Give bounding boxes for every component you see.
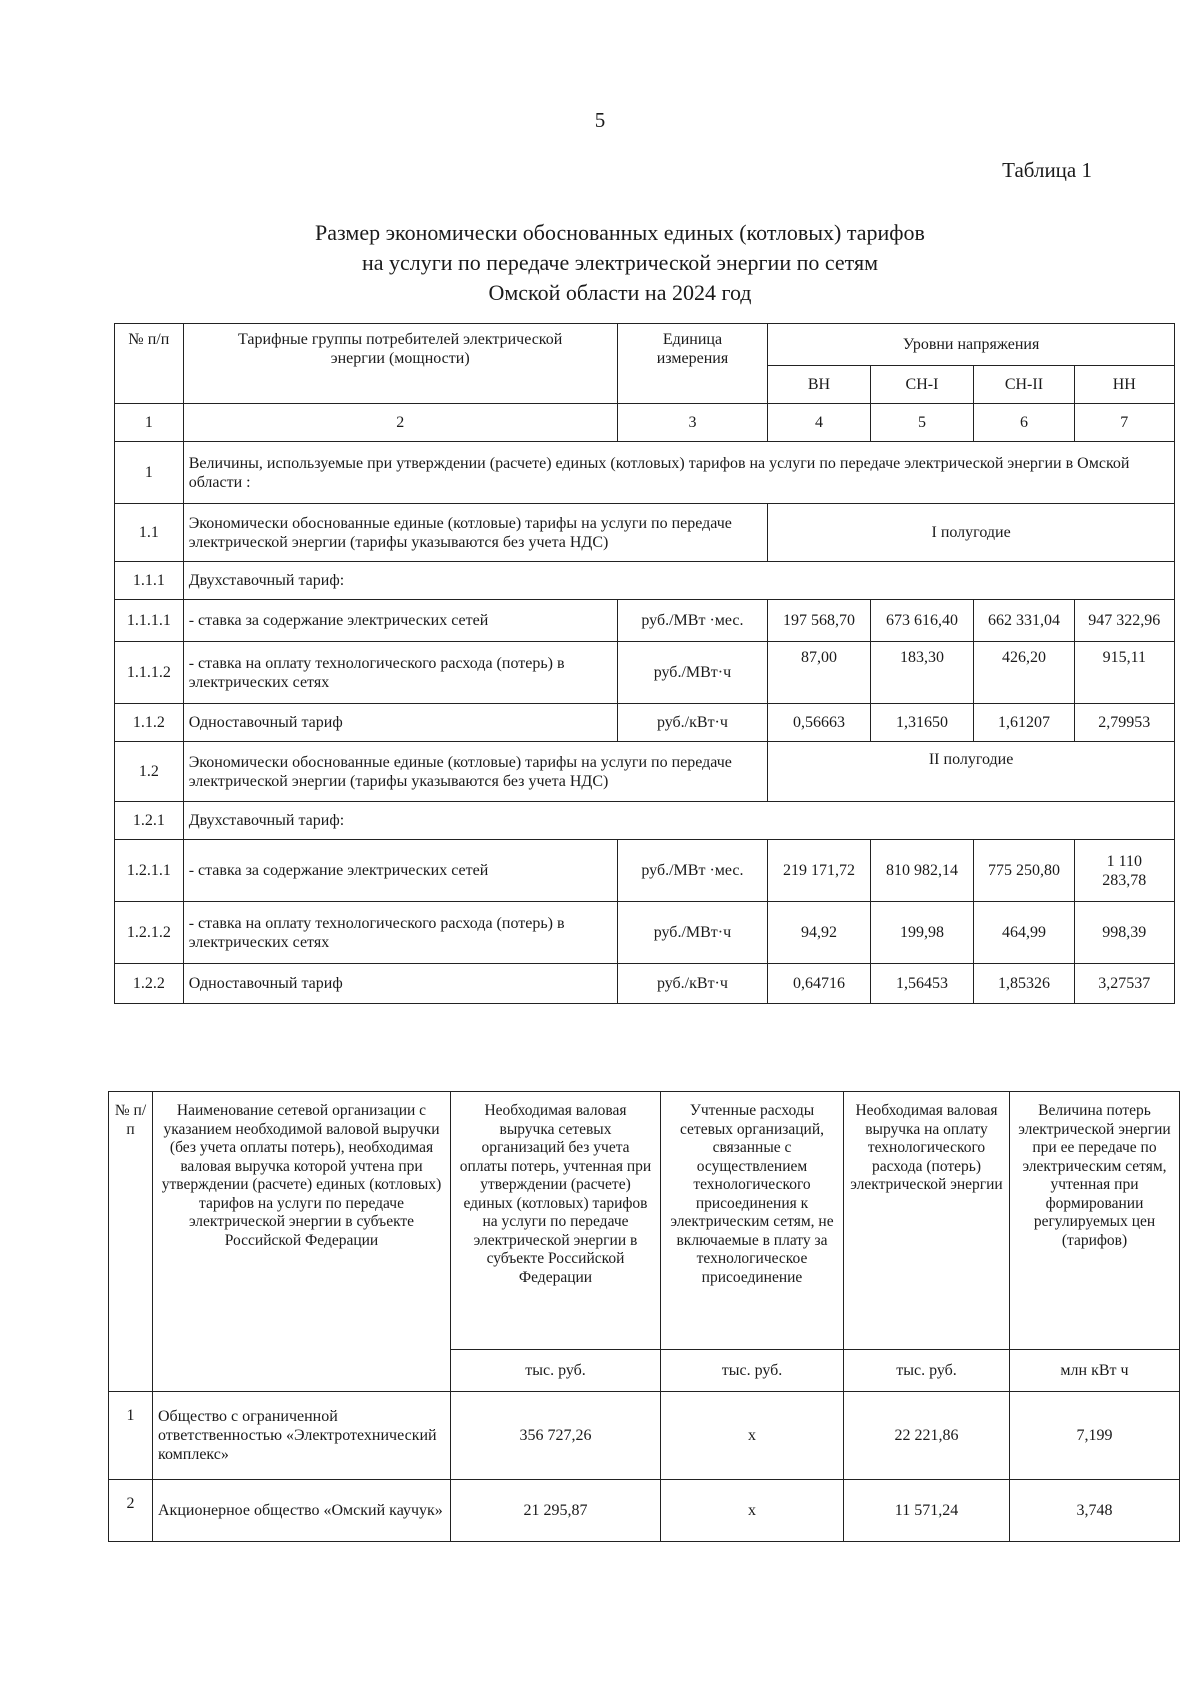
row-num: 1.1.1 [115,562,184,600]
org-nvv: 21 295,87 [451,1480,661,1542]
value-sn2: 426,20 [974,642,1074,704]
col-number: 3 [617,404,767,442]
value-nn: 915,11 [1074,642,1174,704]
page-number: 5 [594,108,606,132]
col-number: 7 [1074,404,1174,442]
row-unit: руб./кВт·ч [617,704,767,742]
value-vn: 219 171,72 [768,840,871,902]
unit-losses-volume: млн кВт ч [1010,1350,1180,1392]
title-line-2: на услуги по передаче электрической энергии по сетям [361,250,879,275]
row-1 [115,442,1175,504]
value-sn2: 1,61207 [974,704,1074,742]
org-losses-volume: 7,199 [1010,1392,1180,1480]
col-number: 1 [115,404,184,442]
org-row-1 [109,1392,1180,1480]
row-num: 1.2.2 [115,964,184,1004]
value-vn: 94,92 [768,902,871,964]
row-num: 1.2.1.1 [115,840,184,902]
row-text: Двухставочный тариф: [183,562,1174,600]
header-unit: Единица измерения [617,324,767,404]
header-group: Тарифные группы потребителей электрической энергии (мощности) [183,324,617,404]
network-organizations-table [108,1091,1180,1542]
row-text: Экономически обоснованные единые (котловые) тарифы на услуги по передаче электрической энергии (тарифы указываются без учета НДС) [183,504,768,562]
row-text: Одноставочный тариф [183,704,617,742]
value-sn1: 673 616,40 [870,600,974,642]
row-text: - ставка за содержание электрических сетей [183,600,617,642]
row-1-1-1-2 [115,642,1175,704]
row-text: - ставка на оплату технологического расхода (потерь) в электрических сетях [183,902,617,964]
org-expenses: х [661,1392,844,1480]
row-unit: руб./МВт ·мес. [617,840,767,902]
row-1-1-1 [115,562,1175,600]
org-losses-volume: 3,748 [1010,1480,1180,1542]
row-text: - ставка за содержание электрических сетей [183,840,617,902]
value-vn: 0,56663 [768,704,871,742]
value-vn: 0,64716 [768,964,871,1004]
row-1-1-2 [115,704,1175,742]
value-nn: 998,39 [1074,902,1174,964]
org-header-losses-nvv: Необходимая валовая выручка на оплату технологического расхода (потерь) электрической энергии [844,1092,1010,1350]
value-vn: 87,00 [768,642,871,704]
header-sn2: СН-II [974,366,1074,404]
value-sn1: 183,30 [870,642,974,704]
row-text: - ставка на оплату технологического расхода (потерь) в электрических сетях [183,642,617,704]
title-line-3: Омской области на 2024 год [488,280,752,305]
header-voltage-levels: Уровни напряжения [768,324,1175,366]
value-sn2: 775 250,80 [974,840,1074,902]
col-number: 5 [870,404,974,442]
org-name: Общество с ограниченной ответственностью «Электротехнический комплекс» [153,1392,451,1480]
row-1-1-1-1 [115,600,1175,642]
header-num: № п/п [115,324,184,404]
row-1-2-1-2 [115,902,1175,964]
value-sn1: 1,31650 [870,704,974,742]
value-nn: 1 110 283,78 [1074,840,1174,902]
row-1-2-1 [115,802,1175,840]
org-expenses: х [661,1480,844,1542]
table-label: Таблица 1 [1002,158,1092,182]
row-num: 1.1 [115,504,184,562]
org-header-expenses: Учтенные расходы сетевых организаций, связанные с осуществлением технологического присоединения к электрическим сетям, не включаемые в плату за технологическое присоединение [661,1092,844,1350]
value-sn2: 464,99 [974,902,1074,964]
row-unit: руб./МВт·ч [617,902,767,964]
col-number: 6 [974,404,1074,442]
column-numbers-row [115,404,1175,442]
col-number: 4 [768,404,871,442]
value-sn1: 199,98 [870,902,974,964]
org-header-row [109,1092,1180,1350]
row-unit: руб./МВт·ч [617,642,767,704]
org-header-losses-volume: Величина потерь электрической энергии при ее передаче по электрическим сетям, учтенная при формировании регулируемых цен (тарифов) [1010,1092,1180,1350]
row-1-2 [115,742,1175,802]
row-num: 1 [115,442,184,504]
row-text: Экономически обоснованные единые (котловые) тарифы на услуги по передаче электрической энергии (тарифы указываются без учета НДС) [183,742,768,802]
org-header-num: № п/п [109,1092,153,1392]
row-num: 1.2 [115,742,184,802]
value-nn: 3,27537 [1074,964,1174,1004]
org-nvv: 356 727,26 [451,1392,661,1480]
period-label: II полугодие [768,742,1175,802]
row-1-1 [115,504,1175,562]
title-line-1: Размер экономически обоснованных единых (котловых) тарифов [315,220,925,245]
unit-expenses: тыс. руб. [661,1350,844,1392]
row-num: 1.1.1.2 [115,642,184,704]
row-num: 1.2.1 [115,802,184,840]
org-losses-nvv: 22 221,86 [844,1392,1010,1480]
row-unit: руб./МВт ·мес. [617,600,767,642]
unit-nvv: тыс. руб. [451,1350,661,1392]
value-sn1: 810 982,14 [870,840,974,902]
org-header-nvv: Необходимая валовая выручка сетевых организаций без учета оплаты потерь, учтенная при утверждении (расчете) единых (котловых) тарифов на услуги по передаче электрической энергии в субъекте Российской Федерации [451,1092,661,1350]
unit-losses-nvv: тыс. руб. [844,1350,1010,1392]
org-losses-nvv: 11 571,24 [844,1480,1010,1542]
value-nn: 947 322,96 [1074,600,1174,642]
row-1-2-1-1 [115,840,1175,902]
row-text: Величины, используемые при утверждении (расчете) единых (котловых) тарифов на услуги по передаче электрической энергии в Омской области : [183,442,1174,504]
row-num: 1.1.1.1 [115,600,184,642]
value-vn: 197 568,70 [768,600,871,642]
tariff-table [114,323,1175,1004]
org-row-2 [109,1480,1180,1542]
row-text: Двухставочный тариф: [183,802,1174,840]
row-num: 1.2.1.2 [115,902,184,964]
value-nn: 2,79953 [1074,704,1174,742]
value-sn2: 1,85326 [974,964,1074,1004]
value-sn1: 1,56453 [870,964,974,1004]
row-num: 1.1.2 [115,704,184,742]
org-name: Акционерное общество «Омский каучук» [153,1480,451,1542]
row-unit: руб./кВт·ч [617,964,767,1004]
org-num: 1 [109,1392,153,1480]
header-vn: ВН [768,366,871,404]
org-header-name: Наименование сетевой организации с указанием необходимой валовой выручки (без учета оплаты потерь), необходимая валовая выручка которой учтена при утверждении (расчете) единых (котловых) тарифов на услуги по передаче электрической энергии в субъекте Российской Федерации [153,1092,451,1392]
period-label: I полугодие [768,504,1175,562]
value-sn2: 662 331,04 [974,600,1074,642]
document-title [160,218,1080,308]
row-1-2-2 [115,964,1175,1004]
row-text: Одноставочный тариф [183,964,617,1004]
col-number: 2 [183,404,617,442]
org-num: 2 [109,1480,153,1542]
header-sn1: СН-I [870,366,974,404]
header-nn: НН [1074,366,1174,404]
header-row [115,324,1175,366]
